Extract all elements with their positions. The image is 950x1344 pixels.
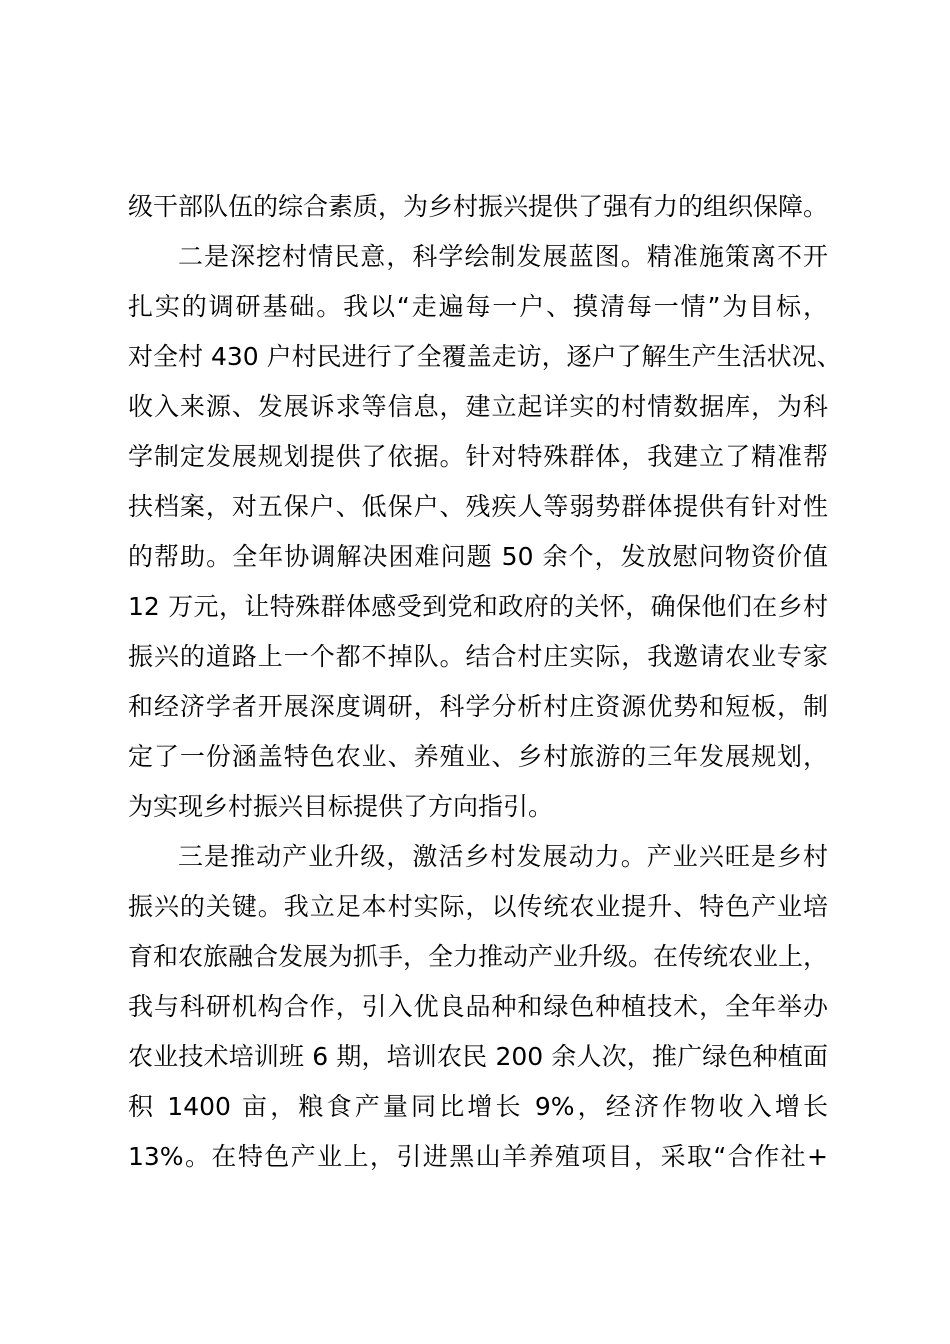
paragraph-2-heading-line: 二是深挖村情民意，科学绘制发展蓝图。精准施策离不开: [178, 242, 828, 271]
text-line: 级干部队伍的综合素质，为乡村振兴提供了强有力的组织保障。: [128, 192, 829, 221]
text-line: 育和农旅融合发展为抓手，全力推动产业升级。在传统农业上，: [128, 942, 829, 971]
text-line: 为实现乡村振兴目标提供了方向指引。: [128, 792, 554, 821]
text-line: 学制定发展规划提供了依据。针对特殊群体，我建立了精准帮: [128, 442, 828, 471]
text-line: 12 万元，让特殊群体感受到党和政府的关怀，确保他们在乡村: [128, 592, 828, 621]
text-line: 对全村 430 户村民进行了全覆盖走访，逐户了解生产生活状况、: [128, 342, 842, 371]
text-line: 振兴的关键。我立足本村实际，以传统农业提升、特色产业培: [128, 892, 828, 921]
paragraph-3-heading-line: 三是推动产业升级，激活乡村发展动力。产业兴旺是乡村: [178, 842, 828, 871]
text-line: 振兴的道路上一个都不掉队。结合村庄实际，我邀请农业专家: [128, 642, 828, 671]
text-line: 定了一份涵盖特色农业、养殖业、乡村旅游的三年发展规划，: [128, 742, 828, 771]
text-line: 收入来源、发展诉求等信息，建立起详实的村情数据库，为科: [128, 392, 828, 421]
body-text: [128, 182, 842, 1182]
text-line: 扶档案，对五保户、低保户、残疾人等弱势群体提供有针对性: [128, 492, 828, 521]
text-line: 农业技术培训班 6 期，培训农民 200 余人次，推广绿色种植面: [128, 1042, 828, 1071]
text-line: 积 1400 亩，粮食产量同比增长 9%，经济作物收入增长: [128, 1092, 828, 1121]
text-line: 的帮助。全年协调解决困难问题 50 余个，发放慰问物资价值: [128, 542, 828, 571]
text-line: 13%。在特色产业上，引进黑山羊养殖项目，采取“合作社+: [128, 1142, 828, 1171]
text-line: 扎实的调研基础。我以“走遍每一户、摸清每一情”为目标，: [128, 292, 828, 321]
text-line: 和经济学者开展深度调研，科学分析村庄资源优势和短板，制: [128, 692, 828, 721]
text-line: 我与科研机构合作，引入优良品种和绿色种植技术，全年举办: [128, 992, 828, 1021]
